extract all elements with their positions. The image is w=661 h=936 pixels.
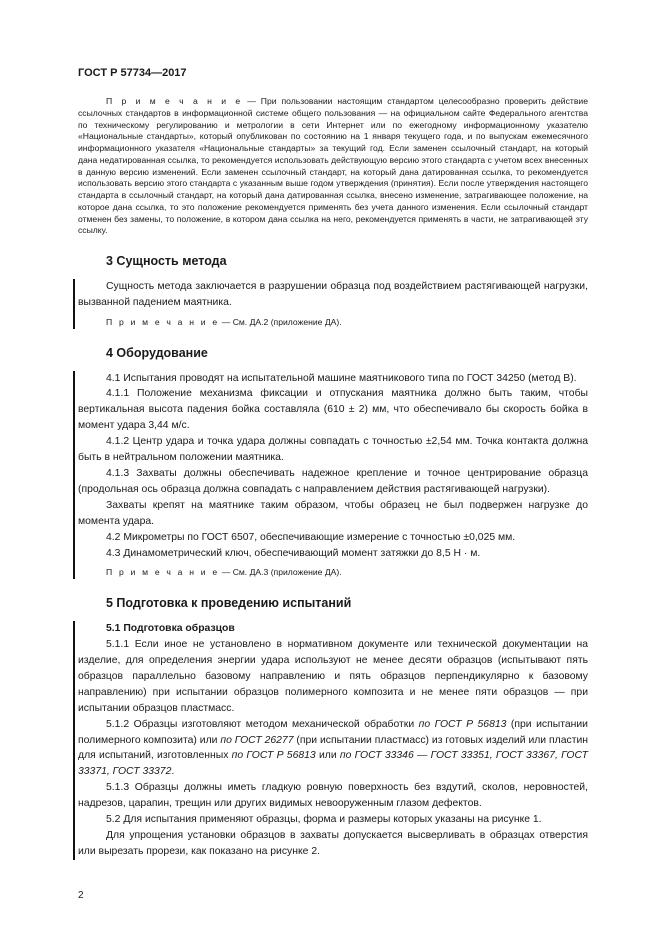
section-3-heading: 3 Сущность метода	[106, 254, 227, 268]
note-text: — При пользовании настоящим стандартом целесообразно проверить действие ссылочных стандартов в информационной системе общего пользования — на официальном сайте Федерального агентства по техническому регулированию и метрологии в сети Интернет или по ежегодному информационному указателю «Национальные стандарты», который опубликован по состоянию на 1 января текущего года, и по выпускам ежемесячного информационного указателя «Национальные стандарты» за текущий год. Если заменен ссылочный стандарт, на который дана недатированная ссылка, то рекомендуется использовать действующую версию этого стандарта с учетом всех внесенных в данную версию изменений. Если заменен ссылочный стандарт, на который дана датированная ссылка, то рекомендуется использовать версию этого стандарта с указанным выше годом утверждения (принятия). Если после утверждения настоящего стандарта в ссылочный стандарт, на который дана датированная ссылка, внесено изменение, затрагивающее положение, на которое дана ссылка, то это положение рекомендуется применять без учета данного изменения. Если ссылочный стандарт отменен без замены, то положение, в котором дана ссылка на него, рекомендуется применять в части, не затрагивающей эту ссылку.	[78, 96, 588, 236]
note-label: П р и м е ч а н и е	[106, 96, 243, 106]
section-3-note	[78, 317, 588, 329]
paragraph: Захваты крепят на маятнике таким образом, чтобы образец не был подвержен нагрузке до момента удара.	[78, 499, 588, 527]
change-bar	[73, 371, 75, 580]
paragraph	[78, 717, 588, 781]
subsection-heading: 5.1 Подготовка образцов	[106, 623, 235, 635]
section-4-body	[78, 371, 588, 562]
text: 5.1.2 Образцы изготовляют методом механической обработки	[106, 718, 419, 730]
paragraph: 5.1.3 Образцы должны иметь гладкую ровную поверхность без вздутий, сколов, неровностей, надрезов, царапин, трещин или других видимых невооруженным глазом дефектов.	[78, 782, 588, 810]
paragraph: Сущность метода заключается в разрушении образца под воздействием растягивающей нагрузки, вызванной падением маятника.	[78, 281, 588, 308]
paragraph: Для упрощения установки образцов в захваты допускается высверливать в образцах отверстия или вырезать прорези, как показано на рисунке 2.	[78, 829, 588, 857]
standard-ref: по ГОСТ 33346 — ГОСТ 33351, ГОСТ 33367, ГОСТ 33371, ГОСТ 33372	[78, 750, 588, 778]
standard-ref: по ГОСТ Р 56813	[418, 718, 507, 730]
change-bar	[73, 621, 75, 860]
reference-note	[78, 96, 588, 237]
change-bar	[73, 279, 75, 329]
section-5-body	[78, 621, 588, 860]
note-label: П р и м е ч а н и е	[106, 567, 220, 578]
document-content	[78, 66, 588, 902]
section-4-note	[78, 567, 588, 579]
page-number: 2	[78, 889, 84, 901]
paragraph: 5.1.1 Если иное не установлено в нормативном документе или технической документации на изделие, для определения энергии удара используют не менее десяти образцов (испытывают пять образцов параллельно базовому направлению и пять образцов перпендикулярно к базовому направлению) при испытании образцов полимерного композита и не менее пяти образцов — при испытании образцов пластмасс.	[78, 639, 588, 714]
text: (при испытании пластмасс) из готовых изделий или пластин для испытаний, изготовленных	[78, 734, 588, 762]
paragraph: 4.1.2 Центр удара и точка удара должны совпадать с точностью ±2,54 мм. Точка контакта должна быть в нейтральном положении маятника.	[78, 436, 588, 464]
paragraph: 4.1.3 Захваты должны обеспечивать надежное крепление и точное центрирование образца (продольная ось образца должна совпадать с направлением действия растягивающей нагрузки).	[78, 468, 588, 495]
text: или	[315, 750, 340, 762]
section-4-heading: 4 Оборудование	[106, 345, 208, 360]
note-text: — См. ДА.2 (приложение ДА).	[219, 316, 342, 327]
section-5-heading: 5 Подготовка к проведению испытаний	[106, 596, 352, 611]
paragraph: 4.2 Микрометры по ГОСТ 6507, обеспечивающие измерение с точностью ±0,025 мм.	[106, 531, 516, 543]
paragraph: 4.1 Испытания проводят на испытательной машине маятникового типа по ГОСТ 34250 (метод В).	[106, 372, 577, 384]
section-3	[78, 279, 588, 329]
text: .	[171, 766, 175, 778]
paragraph: 5.2 Для испытания применяют образцы, форма и размеры которых указаны на рисунке 1.	[106, 814, 542, 826]
document-header: ГОСТ Р 57734—2017	[78, 67, 187, 79]
note-label: П р и м е ч а н и е	[106, 316, 220, 327]
standard-ref: по ГОСТ 26277	[220, 734, 294, 746]
section-5	[78, 621, 588, 860]
text: (при испытании полимерного композита) или	[78, 718, 588, 746]
section-4	[78, 371, 588, 580]
paragraph: 4.3 Динамометрический ключ, обеспечивающий момент затяжки до 8,5 Н · м.	[106, 547, 481, 559]
paragraph: 4.1.1 Положение механизма фиксации и отпускания маятника должно быть таким, чтобы вертикальная высота падения бойка составляла (610 ± 2) мм, что обеспечивало бы скорость бойка в момент удара 3,44 м/с.	[78, 388, 588, 432]
section-3-body	[78, 279, 588, 311]
standard-ref: по ГОСТ Р 56813	[231, 750, 316, 762]
note-text: — См. ДА.3 (приложение ДА).	[219, 567, 342, 578]
